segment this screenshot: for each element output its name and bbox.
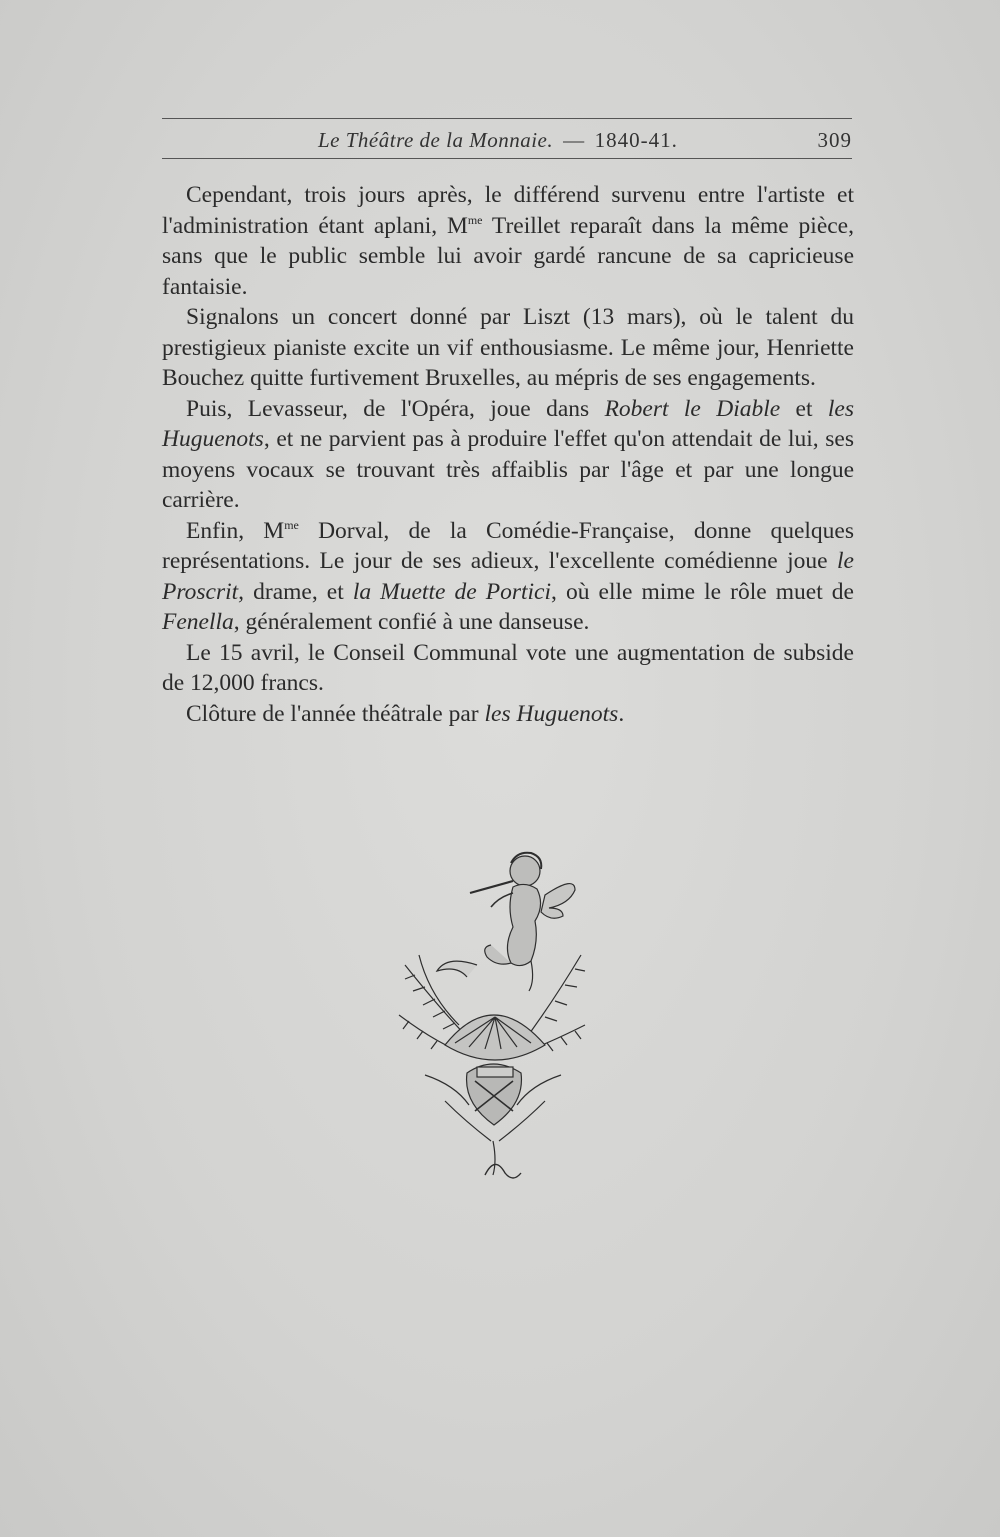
italic-title-text: le Proscrit,	[162, 548, 854, 605]
running-head-years: 1840-41.	[594, 128, 678, 152]
superscript-text: me	[467, 212, 483, 227]
header-rule-top	[162, 118, 852, 119]
paragraph-text: .	[618, 700, 625, 727]
paragraph-text: , où elle mime le rôle muet de	[551, 578, 854, 605]
paragraph-text: Cependant, trois jours après, le différend survenu entre l'artiste et l'administration étant aplani, M	[162, 182, 854, 239]
paragraph-text: Clôture de l'année théâtrale par	[186, 700, 485, 727]
superscript-text: me	[284, 517, 299, 532]
paragraph-text: drame, et	[244, 578, 353, 605]
paragraph	[162, 638, 854, 699]
paragraph-text: Dorval, de la Comédie-Française, donne quelques représentations. Le jour de ses adieux, l'excellente comédienne joue	[162, 517, 854, 574]
italic-title-text: les Huguenots	[162, 395, 854, 452]
paragraph-text: Signalons un concert donné par Liszt (13 mars), où le talent du prestigieux pianiste excite un vif enthousiasme. Le même jour, Henriette Bouchez quitte furtivement Bruxelles, au mépris de ses engagements.	[162, 304, 854, 391]
bottom-ribbon	[485, 1164, 521, 1178]
paragraph	[162, 302, 854, 394]
running-head-separator: —	[563, 128, 585, 152]
page-number: 309	[817, 128, 852, 152]
paragraph-text: Puis, Levasseur, de l'Opéra, joue dans	[186, 395, 605, 422]
palmette-shape	[445, 1015, 545, 1060]
paragraph	[162, 180, 854, 302]
paragraph-text: Le 15 avril, le Conseil Communal vote une augmentation de subside de 12,000 francs.	[162, 639, 854, 696]
paragraph-text: Treillet reparaît dans la même pièce, sans que le public semble lui avoir gardé rancune de sa capricieuse fantaisie.	[162, 212, 854, 300]
paragraph	[162, 699, 854, 730]
paragraph-text: , généralement confié à une danseuse.	[233, 609, 590, 635]
paragraph	[162, 516, 854, 638]
italic-title-text: les Huguenots	[484, 700, 619, 727]
paragraph	[162, 394, 854, 516]
cherub-body	[507, 884, 540, 965]
cherub-wing	[541, 884, 575, 919]
running-title-text: Le Théâtre de la Monnaie.	[318, 128, 554, 152]
running-head-title	[318, 128, 678, 153]
paragraph-text: , et ne parvient pas à produire l'effet qu'on attendait de lui, ses moyens vocaux se trouvant très affaiblis par l'âge et par une longue carrière.	[162, 426, 854, 513]
paragraph-text: et	[780, 395, 828, 422]
flute-shape	[470, 881, 513, 893]
paragraph-text: Enfin, M	[186, 517, 285, 544]
cherub-head	[510, 856, 540, 886]
body-text	[162, 180, 854, 729]
cherub-flute-vignette-icon	[385, 845, 600, 1195]
header-rule-bottom	[162, 158, 852, 159]
running-head	[162, 124, 852, 154]
italic-title-text: Robert le Diable	[604, 395, 781, 422]
italic-title-text: Fenella	[162, 609, 234, 635]
italic-title-text: la Muette de Portici	[352, 578, 551, 605]
